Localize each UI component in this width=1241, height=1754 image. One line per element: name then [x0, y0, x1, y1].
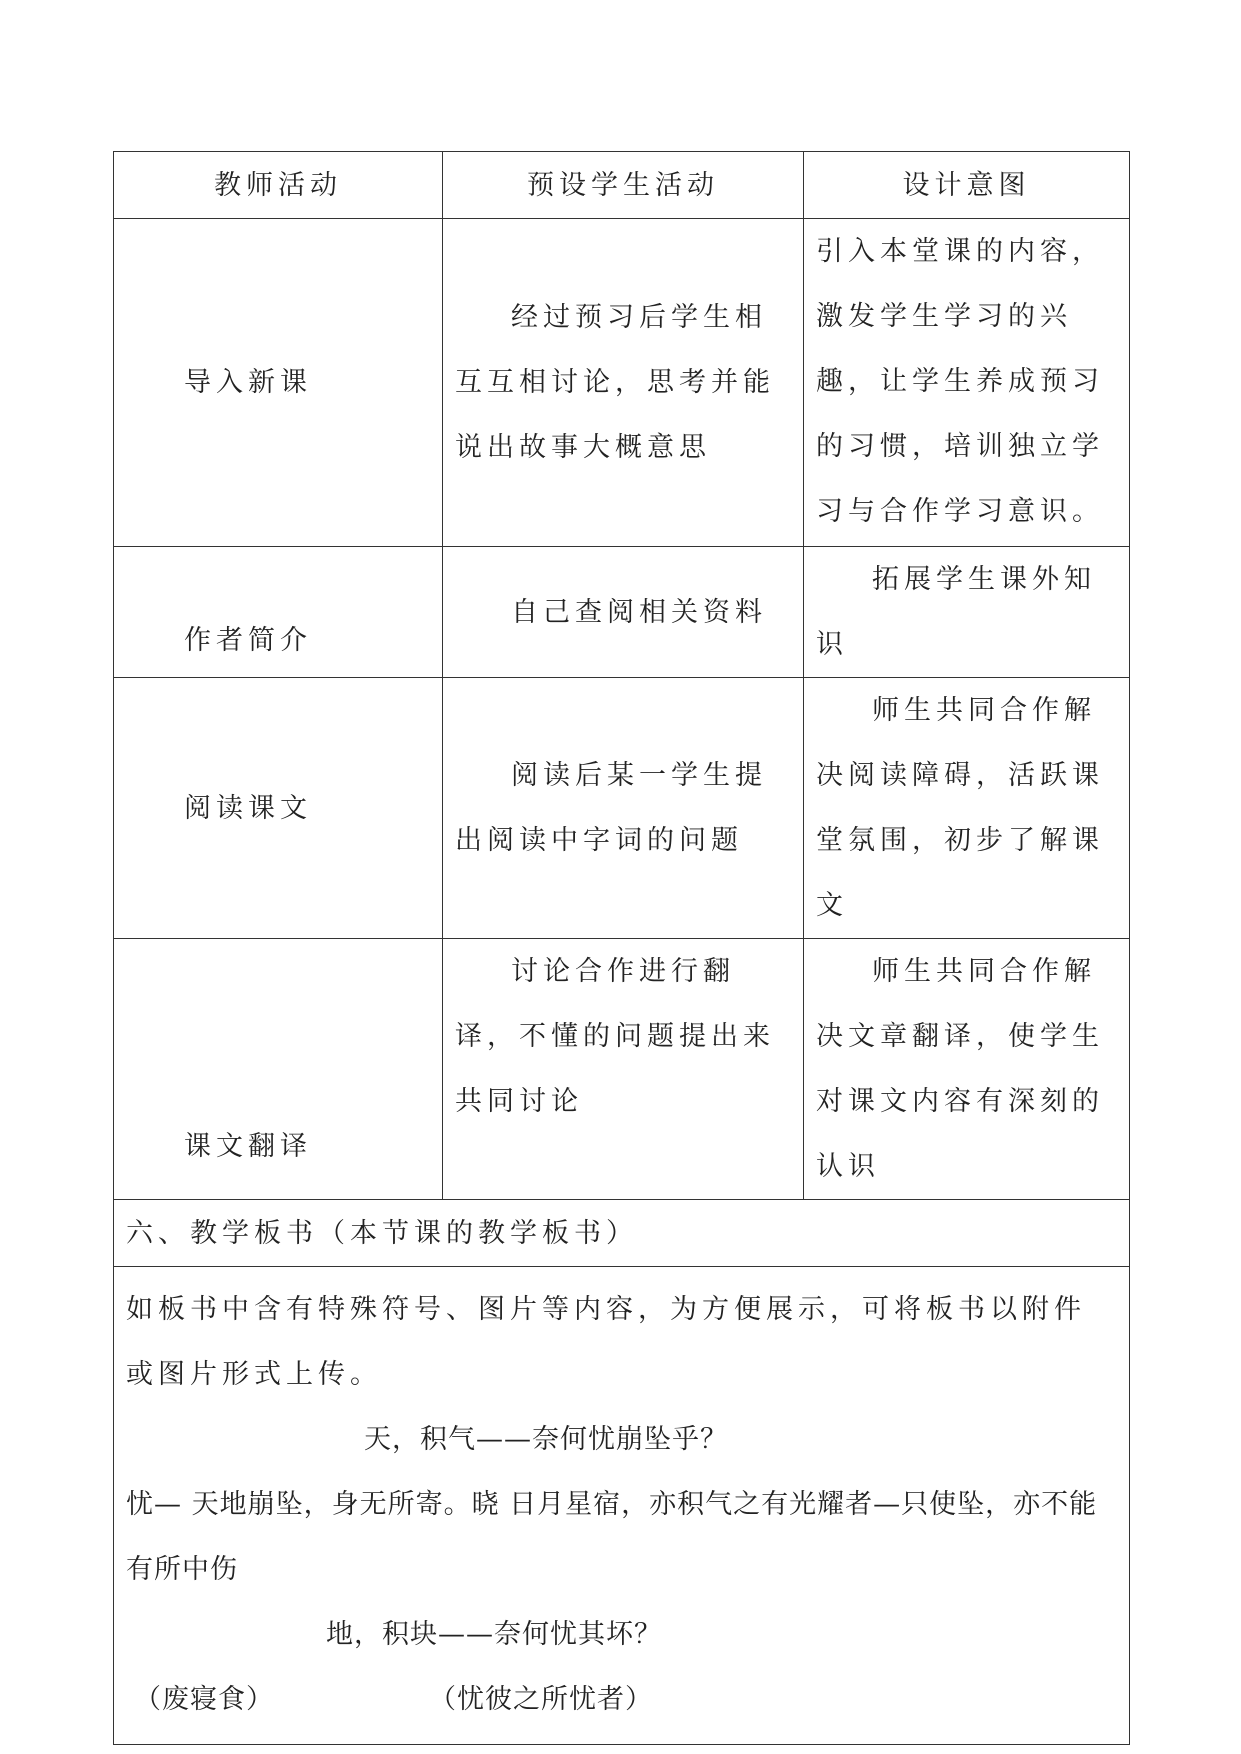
design-intent-cell: 引入本堂课的内容，激发学生学习的兴趣，让学生养成预习的习惯，培训独立学习与合作学习意识。 [804, 219, 1130, 547]
bracket-left: （废寝食） [134, 1684, 274, 1715]
teacher-activity-cell: 作者简介 [114, 547, 443, 678]
teacher-activity-cell: 课文翻译 [114, 939, 443, 1200]
board-line-tian: 天，积气——奈何忧崩坠乎？ [364, 1424, 728, 1455]
design-intent-cell: 师生共同合作解决阅读障碍，活跃课堂氛围，初步了解课文 [804, 678, 1130, 939]
section-title-row [114, 1200, 1130, 1267]
table-row [114, 547, 1130, 678]
table-row [114, 678, 1130, 939]
student-activity-cell: 自己查阅相关资料 [443, 547, 804, 678]
design-intent-cell: 拓展学生课外知识 [804, 547, 1130, 678]
teacher-activity-cell: 导入新课 [114, 219, 443, 547]
student-activity-cell: 讨论合作进行翻译，不懂的问题提出来共同讨论 [443, 939, 804, 1200]
header-teacher-activity: 教师活动 [114, 152, 443, 219]
board-note: 如板书中含有特殊符号、图片等内容，为方便展示，可将板书以附件或图片形式上传。 [126, 1294, 1086, 1390]
header-design-intent: 设计意图 [804, 152, 1130, 219]
bracket-right: （忧彼之所忧者） [429, 1684, 653, 1715]
section-title: 六、教学板书（本节课的教学板书） [114, 1200, 1130, 1267]
table-row [114, 939, 1130, 1200]
board-line-brackets [126, 1667, 1117, 1732]
header-student-activity: 预设学生活动 [443, 152, 804, 219]
design-intent-cell: 师生共同合作解决文章翻译，使学生对课文内容有深刻的认识 [804, 939, 1130, 1200]
board-content-row [114, 1267, 1130, 1745]
lesson-table [113, 151, 1130, 1745]
table-row [114, 219, 1130, 547]
table-header-row [114, 152, 1130, 219]
lesson-plan-page [113, 151, 1129, 1745]
student-activity-cell: 经过预习后学生相互互相讨论，思考并能说出故事大概意思 [443, 219, 804, 547]
board-line-worry: 忧— 天地崩坠，身无所寄。晓 日月星宿，亦积气之有光耀者—只使坠，亦不能有所中伤 [126, 1489, 1098, 1585]
board-line-di: 地，积块——奈何忧其坏？ [326, 1619, 662, 1650]
teacher-activity-cell: 阅读课文 [114, 678, 443, 939]
student-activity-cell: 阅读后某一学生提出阅读中字词的问题 [443, 678, 804, 939]
board-content [114, 1267, 1130, 1745]
